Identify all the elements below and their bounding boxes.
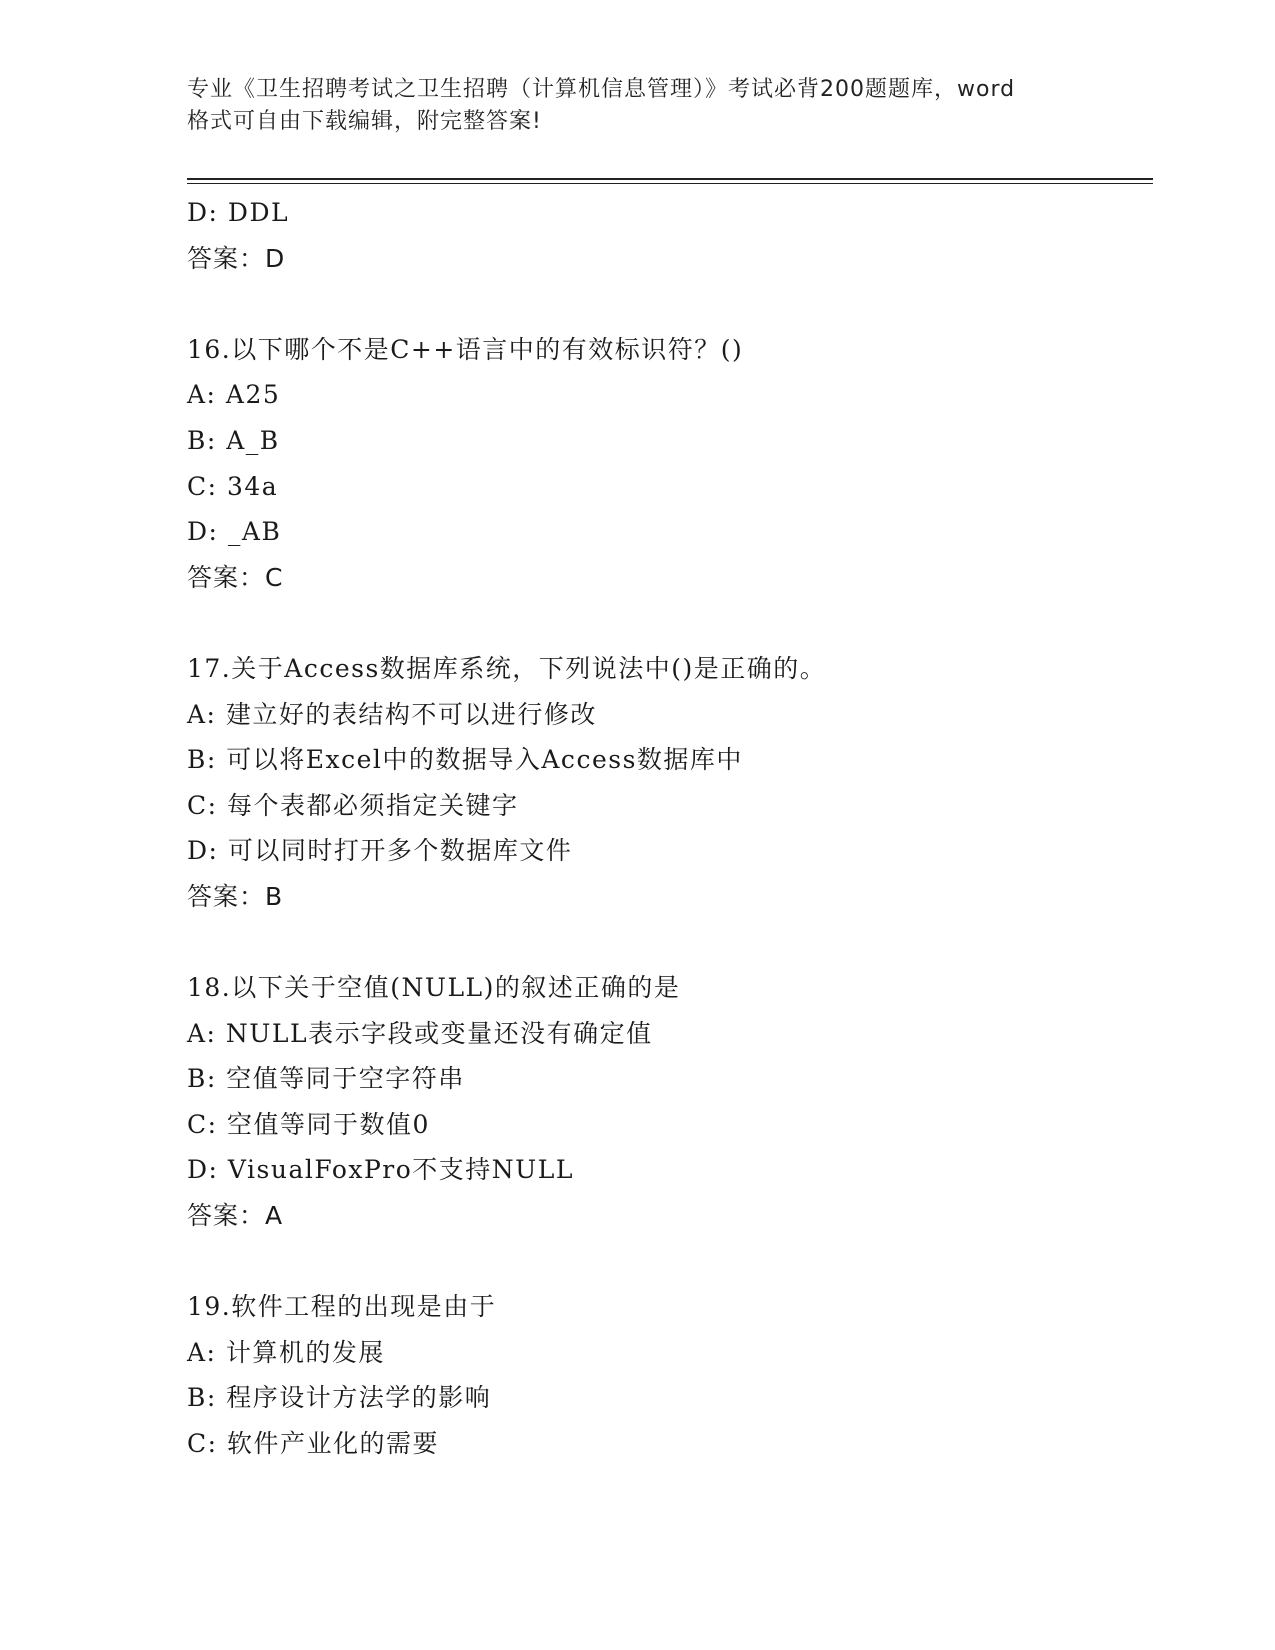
header-line-1: 专业《卫生招聘考试之卫生招聘（计算机信息管理）》考试必背200题题库，word (187, 77, 1016, 102)
spacer (187, 1239, 1153, 1285)
option-d: D: DDL (187, 198, 290, 227)
option-b: B: 程序设计方法学的影响 (187, 1383, 492, 1413)
document-header (187, 74, 1087, 138)
option-c: C: 空值等同于数值0 (187, 1109, 430, 1139)
spacer (187, 600, 1153, 646)
option-d: D: VisualFoxPro不支持NULL (187, 1155, 574, 1185)
answer-line: 答案：C (187, 562, 284, 592)
answer-line: 答案：D (187, 243, 286, 273)
question-18: 18.以下关于空值(NULL)的叙述正确的是 (187, 973, 681, 1003)
spacer (187, 281, 1153, 327)
option-d: D: 可以同时打开多个数据库文件 (187, 836, 573, 866)
option-a: A: A25 (187, 380, 281, 410)
option-c: C: 每个表都必须指定关键字 (187, 790, 519, 820)
spacer (187, 920, 1153, 966)
answer-line: 答案：B (187, 881, 284, 911)
option-c: C: 34a (187, 471, 279, 501)
option-c: C: 软件产业化的需要 (187, 1429, 439, 1459)
option-d: D: _AB (187, 517, 282, 547)
option-a: A: NULL表示字段或变量还没有确定值 (187, 1018, 653, 1048)
option-b: B: A_B (187, 425, 280, 455)
option-b: B: 空值等同于空字符串 (187, 1064, 465, 1094)
question-list (187, 190, 1153, 1467)
option-a: A: 计算机的发展 (187, 1337, 385, 1367)
header-divider-thick (187, 178, 1153, 180)
answer-line: 答案：A (187, 1201, 284, 1231)
question-16: 16.以下哪个不是C++语言中的有效标识符？() (187, 334, 744, 364)
question-17: 17.关于Access数据库系统，下列说法中()是正确的。 (187, 653, 827, 683)
header-divider-thin (187, 183, 1153, 184)
option-b: B: 可以将Excel中的数据导入Access数据库中 (187, 745, 743, 775)
option-a: A: 建立好的表结构不可以进行修改 (187, 699, 597, 729)
question-19: 19.软件工程的出现是由于 (187, 1292, 497, 1322)
header-line-2: 格式可自由下载编辑，附完整答案! (187, 109, 542, 134)
